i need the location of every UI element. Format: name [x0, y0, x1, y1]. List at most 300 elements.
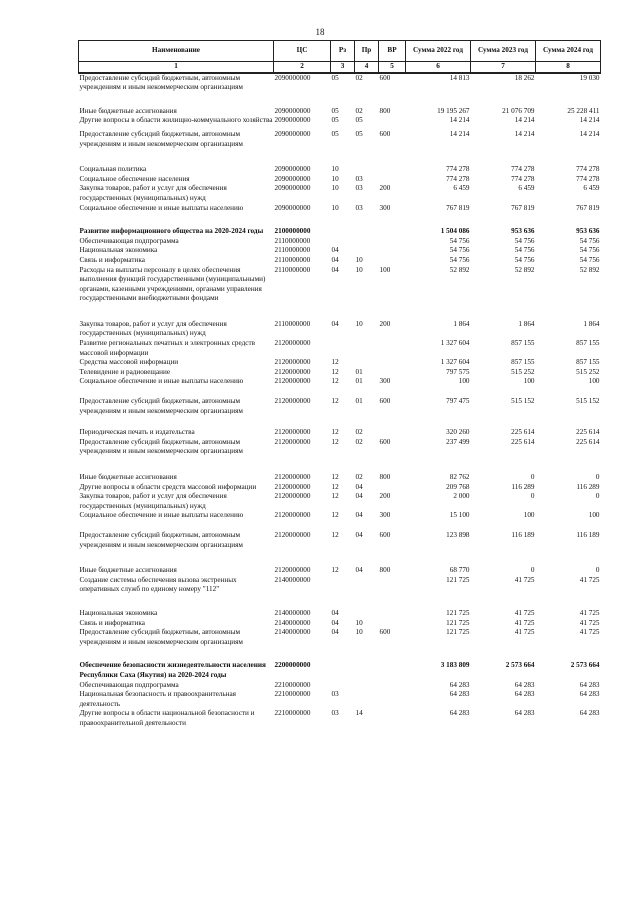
row-name: Социальное обеспечение и иные выплаты населению	[79, 203, 244, 212]
row-vr	[379, 358, 406, 368]
row-sum-2024: 0	[595, 473, 600, 481]
row-vr	[379, 339, 406, 358]
row-name: Иные бюджетные ассигнования	[79, 566, 177, 575]
row-sum-2024: 41 725	[579, 628, 600, 637]
row-sum-2022: 68 770	[449, 566, 470, 575]
row-sum-2022: 774 278	[446, 165, 470, 174]
header-vr: ВР	[379, 41, 406, 62]
table-row	[79, 690, 601, 709]
row-pr: 10	[355, 319, 363, 328]
row-rz: 12	[331, 566, 339, 575]
row-pr: 10	[355, 618, 363, 627]
row-rz	[331, 339, 355, 358]
row-rz: 05	[331, 73, 339, 82]
column-number-row	[79, 62, 601, 73]
row-pr: 02	[355, 428, 363, 437]
row-rz: 12	[331, 511, 339, 520]
row-vr	[379, 256, 406, 266]
table-row	[79, 550, 601, 576]
header-code: ЦС	[274, 41, 331, 62]
row-code: 2120000000	[274, 358, 311, 367]
row-sum-2022: 121 725	[446, 575, 470, 584]
row-rz: 12	[331, 428, 339, 437]
row-vr: 600	[379, 437, 391, 446]
row-sum-2024: 225 614	[576, 437, 600, 446]
row-pr	[355, 647, 379, 680]
row-sum-2024: 6 459	[583, 184, 600, 193]
row-sum-2023: 116 289	[511, 482, 535, 491]
row-code: 2120000000	[274, 511, 311, 520]
row-pr	[355, 149, 379, 175]
row-sum-2024: 0	[595, 566, 600, 575]
row-pr: 04	[355, 511, 363, 520]
row-pr: 03	[355, 184, 363, 193]
row-sum-2024: 116 289	[576, 482, 600, 491]
row-rz: 12	[331, 397, 339, 406]
row-name: Национальная экономика	[79, 246, 158, 255]
row-sum-2022: 100	[458, 377, 470, 386]
row-name: Другие вопросы в области средств массовой информации	[79, 482, 257, 491]
row-sum-2024: 14 214	[579, 116, 600, 125]
row-pr	[355, 681, 379, 691]
row-sum-2023: 767 819	[511, 203, 535, 212]
row-code: 2090000000	[274, 165, 311, 174]
row-rz: 12	[331, 377, 339, 386]
row-sum-2023: 14 214	[514, 129, 535, 138]
row-name: Закупка товаров, работ и услуг для обеспечения государственных (муниципальных) нужд	[79, 184, 227, 202]
row-sum-2024: 857 155	[576, 339, 600, 348]
row-sum-2022: 64 283	[449, 680, 470, 689]
row-sum-2024: 25 228 411	[567, 106, 600, 115]
row-rz: 12	[331, 367, 339, 376]
row-sum-2024: 225 614	[576, 428, 600, 437]
row-rz	[331, 681, 355, 691]
row-sum-2023: 100	[523, 377, 535, 386]
row-rz: 10	[331, 203, 339, 212]
row-sum-2022: 19 195 267	[437, 106, 470, 115]
row-rz: 12	[331, 473, 339, 481]
row-sum-2023: 0	[530, 492, 535, 501]
table-row	[79, 358, 601, 368]
table-row	[79, 387, 601, 416]
row-rz: 04	[331, 608, 339, 617]
row-name: Телевидение и радиовещание	[79, 367, 171, 376]
table-row	[79, 116, 601, 126]
row-sum-2023: 515 152	[511, 397, 535, 406]
table-row	[79, 511, 601, 521]
row-sum-2022: 797 475	[446, 397, 470, 406]
row-sum-2024: 100	[588, 511, 600, 520]
row-code: 2140000000	[274, 575, 311, 584]
row-rz: 04	[331, 265, 339, 274]
row-pr: 04	[355, 492, 363, 501]
row-name: Другие вопросы в области национальной безопасности и правоохранительной деятельности	[79, 709, 255, 727]
row-code: 2090000000	[274, 116, 311, 125]
row-pr	[355, 237, 379, 247]
row-rz: 10	[331, 184, 339, 193]
row-sum-2024: 953 636	[576, 227, 600, 236]
row-pr: 10	[355, 628, 363, 637]
row-vr	[379, 709, 406, 728]
row-sum-2022: 3 183 809	[440, 661, 470, 670]
row-name: Социальное обеспечение и иные выплаты населению	[79, 511, 244, 520]
row-vr	[379, 483, 406, 493]
row-vr	[379, 175, 406, 185]
table-row	[79, 521, 601, 550]
table-row	[79, 709, 601, 728]
row-sum-2023: 116 189	[511, 530, 535, 539]
row-sum-2024: 774 278	[576, 165, 600, 174]
row-code: 2140000000	[274, 608, 311, 617]
row-code: 2120000000	[274, 473, 311, 481]
row-pr: 10	[355, 265, 363, 274]
table-row	[79, 595, 601, 619]
row-sum-2022: 797 575	[446, 367, 470, 376]
row-vr: 300	[379, 203, 391, 212]
table-row	[79, 246, 601, 256]
row-name: Периодическая печать и издательства	[79, 428, 195, 437]
row-code: 2120000000	[274, 367, 311, 376]
row-sum-2023: 857 155	[511, 339, 535, 348]
header-rz: Рз	[331, 41, 355, 62]
row-rz: 05	[331, 129, 339, 138]
row-rz: 12	[331, 530, 339, 539]
row-rz	[331, 576, 355, 595]
row-sum-2022: 121 725	[446, 608, 470, 617]
row-code: 2120000000	[274, 428, 311, 437]
row-sum-2022: 14 214	[449, 129, 470, 138]
row-sum-2022: 209 768	[446, 482, 470, 491]
row-name: Предоставление субсидий бюджетным, автономным учреждениям и иным некоммерческим организациям	[79, 73, 243, 92]
row-vr: 300	[379, 511, 391, 520]
row-sum-2023: 100	[523, 511, 535, 520]
row-rz: 04	[331, 628, 339, 637]
table-row	[79, 126, 601, 149]
table-row	[79, 438, 601, 457]
row-rz: 04	[331, 246, 339, 255]
row-name: Социальная политика	[79, 165, 147, 174]
row-name: Обеспечивающая подпрограмма	[79, 236, 179, 245]
table-row	[79, 576, 601, 595]
row-sum-2024: 54 756	[579, 246, 600, 255]
column-number: 1	[79, 62, 274, 73]
budget-table	[78, 40, 601, 728]
row-sum-2024: 857 155	[576, 358, 600, 367]
row-code: 2090000000	[274, 73, 311, 82]
row-pr: 04	[355, 530, 363, 539]
row-sum-2024: 1 864	[583, 319, 600, 328]
header-row	[79, 41, 601, 62]
row-sum-2023: 14 214	[514, 116, 535, 125]
page-number: 18	[315, 27, 325, 37]
row-vr	[379, 416, 406, 438]
row-vr	[379, 595, 406, 619]
row-sum-2022: 320 260	[446, 428, 470, 437]
row-name: Создание системы обеспечения вызова экстренных оперативных служб по единому номеру "112"	[79, 575, 237, 594]
row-vr: 200	[379, 184, 391, 193]
header-sum-2022: Сумма 2022 год	[406, 41, 471, 62]
row-pr	[355, 213, 379, 237]
row-sum-2024: 52 892	[579, 265, 600, 274]
table-row	[79, 213, 601, 237]
row-sum-2022: 14 813	[449, 73, 470, 82]
row-vr	[379, 681, 406, 691]
row-name: Предоставление субсидий бюджетным, автономным учреждениям и иным некоммерческим организациям	[79, 129, 243, 148]
row-pr: 02	[355, 73, 363, 82]
row-sum-2022: 82 762	[449, 473, 470, 481]
row-vr: 300	[379, 377, 391, 386]
row-sum-2024: 0	[595, 492, 600, 501]
row-sum-2022: 1 504 086	[440, 227, 470, 236]
row-sum-2024: 41 725	[579, 608, 600, 617]
table-row	[79, 492, 601, 511]
row-sum-2022: 767 819	[446, 203, 470, 212]
row-pr: 04	[355, 566, 363, 575]
row-code: 2120000000	[274, 566, 311, 575]
row-name: Предоставление субсидий бюджетным, автономным учреждениям и иным некоммерческим организациям	[79, 397, 243, 415]
row-sum-2022: 237 499	[446, 437, 470, 446]
row-code: 2110000000	[274, 265, 311, 274]
row-name: Иные бюджетные ассигнования	[79, 473, 177, 481]
row-code: 2210000000	[274, 680, 311, 689]
row-rz: 04	[331, 618, 339, 627]
row-name: Другие вопросы в области жилищно-коммунального хозяйства	[79, 116, 273, 125]
row-pr	[355, 576, 379, 595]
table-row	[79, 93, 601, 117]
row-rz: 10	[331, 165, 339, 174]
row-vr: 800	[379, 106, 391, 115]
table-row	[79, 339, 601, 358]
row-sum-2023: 41 725	[514, 575, 535, 584]
row-pr: 02	[355, 106, 363, 115]
row-pr	[355, 358, 379, 368]
table-row	[79, 149, 601, 175]
row-vr: 600	[379, 530, 391, 539]
row-pr	[355, 339, 379, 358]
row-code: 2210000000	[274, 709, 311, 718]
row-vr	[379, 116, 406, 126]
row-sum-2024: 100	[588, 377, 600, 386]
header-sum-2023: Сумма 2023 год	[471, 41, 536, 62]
column-number: 3	[331, 62, 355, 73]
row-pr: 02	[355, 473, 363, 481]
row-name: Развитие информационного общества на 2020-2024 годы	[79, 227, 264, 236]
row-rz: 04	[331, 255, 339, 264]
row-pr: 03	[355, 203, 363, 212]
row-sum-2023: 1 864	[518, 319, 535, 328]
row-sum-2022: 6 459	[453, 184, 470, 193]
row-sum-2022: 54 756	[449, 236, 470, 245]
row-rz	[331, 237, 355, 247]
row-sum-2023: 774 278	[511, 165, 535, 174]
row-sum-2023: 2 573 664	[505, 661, 535, 670]
row-vr	[379, 647, 406, 680]
row-sum-2023: 0	[530, 566, 535, 575]
row-sum-2024: 41 725	[579, 618, 600, 627]
row-sum-2024: 54 756	[579, 255, 600, 264]
row-sum-2023: 953 636	[511, 227, 535, 236]
row-name: Иные бюджетные ассигнования	[79, 106, 177, 115]
row-code: 2120000000	[274, 377, 311, 386]
row-rz: 12	[331, 358, 339, 367]
table-row	[79, 483, 601, 493]
row-name: Социальное обеспечение и иные выплаты населению	[79, 377, 244, 386]
row-vr	[379, 576, 406, 595]
row-sum-2023: 54 756	[514, 236, 535, 245]
row-rz	[331, 647, 355, 680]
row-sum-2024: 515 252	[576, 367, 600, 376]
row-name: Закупка товаров, работ и услуг для обеспечения государственных (муниципальных) нужд	[79, 319, 227, 338]
row-sum-2024: 774 278	[576, 174, 600, 183]
row-vr	[379, 213, 406, 237]
row-pr: 02	[355, 437, 363, 446]
row-sum-2024: 64 283	[579, 690, 600, 699]
row-pr: 05	[355, 116, 363, 125]
row-code: 2090000000	[274, 106, 311, 115]
table-row	[79, 457, 601, 483]
row-sum-2023: 18 262	[514, 73, 535, 82]
row-name: Расходы на выплаты персоналу в целях обеспечения выполнения функций государственными (муниципальными) органами, казенными учреждениями, органами управления государственными внебюджетными фондами	[79, 265, 266, 303]
row-sum-2022: 64 283	[449, 690, 470, 699]
row-code: 2110000000	[274, 319, 311, 328]
row-pr: 01	[355, 367, 363, 376]
row-name: Средства массовой информации	[79, 358, 179, 367]
row-sum-2022: 121 725	[446, 618, 470, 627]
row-sum-2022: 64 283	[449, 709, 470, 718]
header-name: Наименование	[79, 41, 274, 62]
row-vr	[379, 619, 406, 629]
table-row	[79, 184, 601, 203]
row-vr: 800	[379, 566, 391, 575]
row-sum-2024: 64 283	[579, 709, 600, 718]
row-rz: 05	[331, 116, 339, 125]
row-code: 2120000000	[274, 397, 311, 406]
table-row	[79, 619, 601, 629]
table-row	[79, 256, 601, 266]
row-sum-2022: 1 327 604	[440, 339, 470, 348]
table-row	[79, 304, 601, 339]
row-sum-2022: 52 892	[449, 265, 470, 274]
row-pr: 03	[355, 174, 363, 183]
table-row	[79, 204, 601, 214]
row-vr: 600	[379, 397, 391, 406]
row-pr	[355, 246, 379, 256]
header-pr: Пр	[355, 41, 379, 62]
row-sum-2023: 41 725	[514, 618, 535, 627]
row-vr	[379, 690, 406, 709]
row-vr	[379, 246, 406, 256]
row-sum-2022: 774 278	[446, 174, 470, 183]
row-name: Предоставление субсидий бюджетным, автономным учреждениям и иным некоммерческим организациям	[79, 628, 243, 646]
row-code: 2120000000	[274, 339, 311, 348]
row-name: Национальная экономика	[79, 608, 158, 617]
row-code: 2090000000	[274, 174, 311, 183]
row-name: Связь и информатика	[79, 255, 145, 264]
column-number: 4	[355, 62, 379, 73]
row-code: 2120000000	[274, 492, 311, 501]
row-name: Социальное обеспечение населения	[79, 174, 190, 183]
row-sum-2023: 64 283	[514, 709, 535, 718]
table-row	[79, 266, 601, 304]
table-row	[79, 416, 601, 438]
row-sum-2023: 0	[530, 473, 535, 481]
row-sum-2022: 54 756	[449, 255, 470, 264]
row-sum-2022: 123 898	[446, 530, 470, 539]
table-row	[79, 73, 601, 93]
row-sum-2024: 64 283	[579, 680, 600, 689]
row-sum-2023: 225 614	[511, 428, 535, 437]
row-code: 2090000000	[274, 129, 311, 138]
row-sum-2022: 14 214	[449, 116, 470, 125]
row-name: Обеспечивающая подпрограмма	[79, 680, 179, 689]
column-number: 5	[379, 62, 406, 73]
column-number: 2	[274, 62, 331, 73]
row-sum-2023: 225 614	[511, 437, 535, 446]
row-code: 2140000000	[274, 618, 311, 627]
row-sum-2023: 54 756	[514, 246, 535, 255]
row-rz: 10	[331, 174, 339, 183]
row-sum-2023: 64 283	[514, 680, 535, 689]
row-code: 2120000000	[274, 530, 311, 539]
row-sum-2022: 1 864	[453, 319, 470, 328]
table-row	[79, 681, 601, 691]
row-sum-2024: 14 214	[579, 129, 600, 138]
row-sum-2023: 64 283	[514, 690, 535, 699]
column-number: 7	[471, 62, 536, 73]
row-name: Развитие региональных печатных и электронных средств массовой информации	[79, 339, 255, 357]
row-vr: 100	[379, 265, 391, 274]
row-code: 2120000000	[274, 482, 311, 491]
row-code: 2110000000	[274, 236, 311, 245]
row-code: 2120000000	[274, 437, 311, 446]
row-sum-2024: 19 030	[579, 73, 600, 82]
row-pr: 10	[355, 255, 363, 264]
row-code: 2090000000	[274, 184, 311, 193]
row-name: Национальная безопасность и правоохранительная деятельность	[79, 690, 236, 708]
row-code: 2090000000	[274, 203, 311, 212]
row-sum-2024: 41 725	[579, 575, 600, 584]
row-sum-2024: 767 819	[576, 203, 600, 212]
row-sum-2024: 515 152	[576, 397, 600, 406]
row-sum-2023: 41 725	[514, 628, 535, 637]
row-rz: 05	[331, 106, 339, 115]
row-sum-2022: 54 756	[449, 246, 470, 255]
row-code: 2110000000	[274, 246, 311, 255]
column-number: 6	[406, 62, 471, 73]
row-name: Закупка товаров, работ и услуг для обеспечения государственных (муниципальных) нужд	[79, 492, 227, 510]
row-vr: 800	[379, 473, 391, 481]
row-sum-2024: 116 189	[576, 530, 600, 539]
row-vr: 600	[379, 129, 391, 138]
row-sum-2024: 2 573 664	[570, 661, 600, 670]
row-sum-2023: 6 459	[518, 184, 535, 193]
row-vr: 200	[379, 492, 391, 501]
row-sum-2023: 857 155	[511, 358, 535, 367]
row-sum-2023: 54 756	[514, 255, 535, 264]
row-code: 2110000000	[274, 255, 311, 264]
row-sum-2023: 21 076 709	[502, 106, 535, 115]
row-code: 2210000000	[274, 690, 311, 699]
row-name: Связь и информатика	[79, 618, 145, 627]
row-code: 2100000000	[274, 227, 311, 236]
row-vr	[379, 237, 406, 247]
row-vr: 600	[379, 628, 391, 637]
row-vr	[379, 149, 406, 175]
row-rz: 12	[331, 492, 339, 501]
table-body	[79, 73, 601, 729]
row-pr: 14	[355, 709, 363, 718]
row-sum-2023: 515 252	[511, 367, 535, 376]
